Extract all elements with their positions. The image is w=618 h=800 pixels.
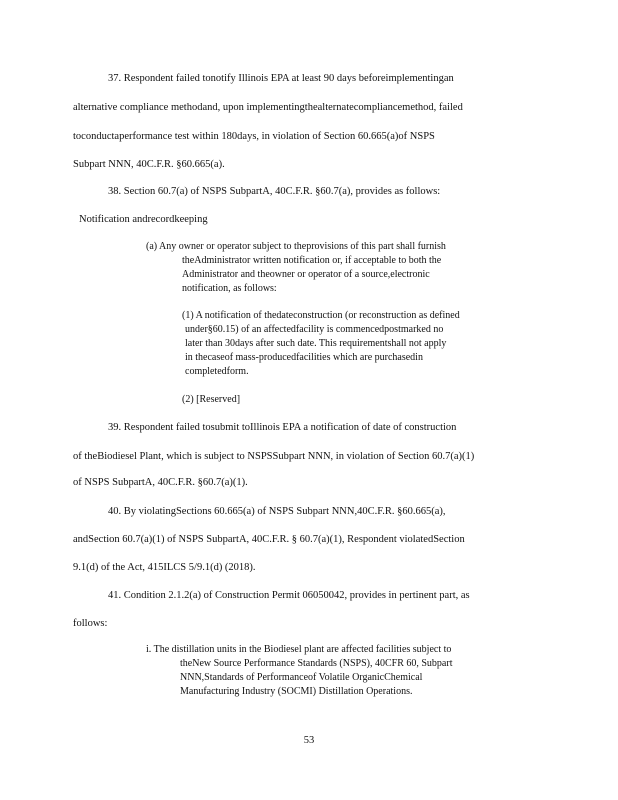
text-line: theAdministrator written notification or, if acceptable to both the	[182, 255, 442, 266]
text-line: Administrator and theowner or operator of a source,electronic	[182, 269, 430, 280]
text-line: 37. Respondent failed tonotify Illinois EPA at least 90 days beforeimplementingan	[108, 73, 454, 84]
text-line: andSection 60.7(a)(1) of NSPS SubpartA, 40C.F.R. § 60.7(a)(1), Respondent violatedSection	[73, 534, 465, 545]
text-line: 40. By violatingSections 60.665(a) of NSPS Subpart NNN,40C.F.R. §60.665(a),	[108, 506, 446, 517]
text-line: 39. Respondent failed tosubmit toIllinois EPA a notification of date of construction	[108, 422, 457, 433]
text-line: (a) Any owner or operator subject to theprovisions of this part shall furnish	[146, 241, 446, 252]
text-line: 9.1(d) of the Act, 415ILCS 5/9.1(d) (2018).	[73, 562, 256, 573]
text-line: 41. Condition 2.1.2(a) of Construction Permit 06050042, provides in pertinent part, as	[108, 590, 470, 601]
text-line: alternative compliance methodand, upon implementingthealternatecompliancemethod, failed	[73, 102, 463, 113]
text-line: (2) [Reserved]	[182, 394, 241, 405]
text-line: 38. Section 60.7(a) of NSPS SubpartA, 40C.F.R. §60.7(a), provides as follows:	[108, 186, 441, 197]
text-line: i. The distillation units in the Biodiesel plant are affected facilities subject to	[146, 644, 452, 655]
text-line: Manufacturing Industry (SOCMI) Distillation Operations.	[180, 686, 413, 697]
text-line: notification, as follows:	[182, 283, 277, 294]
text-line: of theBiodiesel Plant, which is subject to NSPSSubpart NNN, in violation of Section 60.7(a)(1)	[73, 451, 475, 462]
text-line: of NSPS SubpartA, 40C.F.R. §60.7(a)(1).	[73, 477, 248, 488]
text-line: completedform.	[185, 366, 249, 377]
page-number: 53	[303, 735, 315, 746]
text-line: under§60.15) of an affectedfacility is commencedpostmarked no	[185, 324, 444, 335]
text-line: toconductaperformance test within 180days, in violation of Section 60.665(a)of NSPS	[73, 131, 435, 142]
text-line: NNN,Standards of Performanceof Volatile OrganicChemical	[180, 672, 423, 683]
text-line: theNew Source Performance Standards (NSPS), 40CFR 60, Subpart	[180, 658, 453, 669]
text-line: later than 30days after such date. This requirementshall not apply	[185, 338, 447, 349]
text-line: Subpart NNN, 40C.F.R. §60.665(a).	[73, 159, 225, 170]
text-line: in thecaseof mass-producedfacilities which are purchasedin	[185, 352, 423, 363]
text-line: follows:	[73, 618, 108, 629]
section-heading: Notification andrecordkeeping	[79, 214, 208, 225]
text-line: (1) A notification of thedateconstruction (or reconstruction as defined	[182, 310, 460, 321]
